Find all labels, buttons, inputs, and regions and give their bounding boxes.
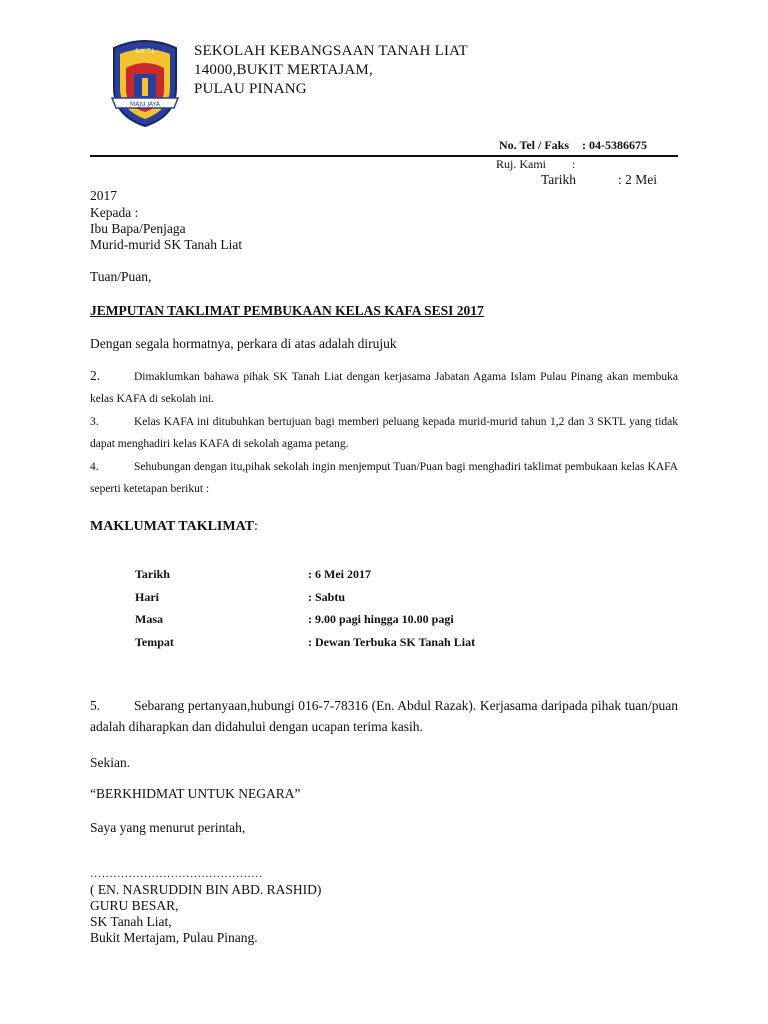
paragraph-3-number: 3.	[90, 416, 99, 428]
address-line-1: 14000,BUKIT MERTAJAM,	[194, 62, 373, 78]
signatory-name: ( EN. NASRUDDIN BIN ABD. RASHID)	[90, 882, 322, 897]
info-row-value: : Dewan Terbuka SK Tanah Liat	[308, 634, 476, 649]
paragraph-4-number: 4.	[90, 461, 99, 473]
info-row-value: : Sabtu	[308, 589, 346, 604]
signature-dots: ………………………………………	[90, 868, 263, 880]
paragraph-2-number: 2.	[90, 368, 101, 383]
school-name: SEKOLAH KEBANGSAAN TANAH LIAT	[194, 43, 468, 59]
info-row-key: Tempat	[135, 634, 174, 649]
recipient-line-2: Ibu Bapa/Penjaga	[90, 221, 186, 236]
contact-value: : 04-5386675	[582, 138, 647, 152]
signatory-org: SK Tanah Liat,	[90, 914, 172, 929]
school-crest-logo	[108, 38, 182, 128]
info-row-key: Masa	[135, 612, 163, 626]
info-heading-colon: :	[254, 519, 258, 534]
info-row-day	[135, 590, 475, 613]
logo-top-text: S.K.T.L	[135, 48, 155, 55]
paragraph-5-number: 5.	[90, 698, 101, 713]
date-year: 2017	[90, 188, 117, 203]
header-divider	[90, 155, 678, 157]
info-row-value: : 9.00 pagi hingga 10.00 pagi	[308, 612, 454, 626]
paragraph-4	[90, 456, 678, 500]
closing-line: Sekian.	[90, 755, 131, 770]
info-row-key: Tarikh	[135, 567, 170, 581]
reference-label: Ruj. Kami	[496, 157, 546, 171]
info-heading: MAKLUMAT TAKLIMAT	[90, 519, 254, 534]
opening-line: Dengan segala hormatnya, perkara di atas adalah dirujuk	[90, 336, 397, 351]
info-row-time	[135, 612, 475, 635]
paragraph-3-text: Kelas KAFA ini ditubuhkan bertujuan bagi memberi peluang kepada murid-murid tahun 1,2 dan 3 SKTL yang tidak dapat menghadiri kelas KAFA di sekolah agama petang.	[90, 416, 678, 450]
date-value: : 2 Mei	[618, 172, 657, 187]
info-heading-wrap	[90, 519, 258, 535]
signatory-title: GURU BESAR,	[90, 898, 179, 913]
paragraph-2	[90, 365, 678, 410]
info-row-value: : 6 Mei 2017	[308, 567, 371, 581]
recipient-line-1: Kepada :	[90, 205, 139, 220]
subject-heading: JEMPUTAN TAKLIMAT PEMBUKAAN KELAS KAFA SESI 2017	[90, 303, 484, 318]
info-row-venue	[135, 635, 475, 658]
info-row-date	[135, 567, 475, 590]
logo-banner-text: MAJU JAYA	[130, 101, 160, 108]
paragraph-2-text: Dimaklumkan bahawa pihak SK Tanah Liat dengan kerjasama Jabatan Agama Islam Pulau Pinang akan membuka kelas KAFA di sekolah ini.	[90, 371, 678, 405]
motto: “BERKHIDMAT UNTUK NEGARA”	[90, 786, 301, 801]
signatory-place: Bukit Mertajam, Pulau Pinang.	[90, 930, 258, 945]
salutation: Tuan/Puan,	[90, 269, 152, 284]
paragraph-5	[90, 695, 678, 737]
date-label: Tarikh	[541, 172, 577, 187]
paragraph-3	[90, 411, 678, 455]
signoff: Saya yang menurut perintah,	[90, 820, 246, 835]
address-line-2: PULAU PINANG	[194, 81, 307, 97]
info-row-key: Hari	[135, 589, 159, 604]
info-table	[135, 567, 475, 657]
reference-value: :	[572, 157, 576, 171]
recipient-line-3: Murid-murid SK Tanah Liat	[90, 237, 243, 252]
paragraph-4-text: Sehubungan dengan itu,pihak sekolah ingin menjemput Tuan/Puan bagi menghadiri taklimat pembukaan kelas KAFA seperti ketetapan berikut :	[90, 461, 678, 495]
paragraph-5-text: Sebarang pertanyaan,hubungi 016-7-78316 (En. Abdul Razak). Kerjasama daripada pihak tuan/puan adalah diharapkan dan didahului dengan ucapan terima kasih.	[90, 698, 678, 734]
contact-label: No. Tel / Faks	[499, 138, 570, 152]
